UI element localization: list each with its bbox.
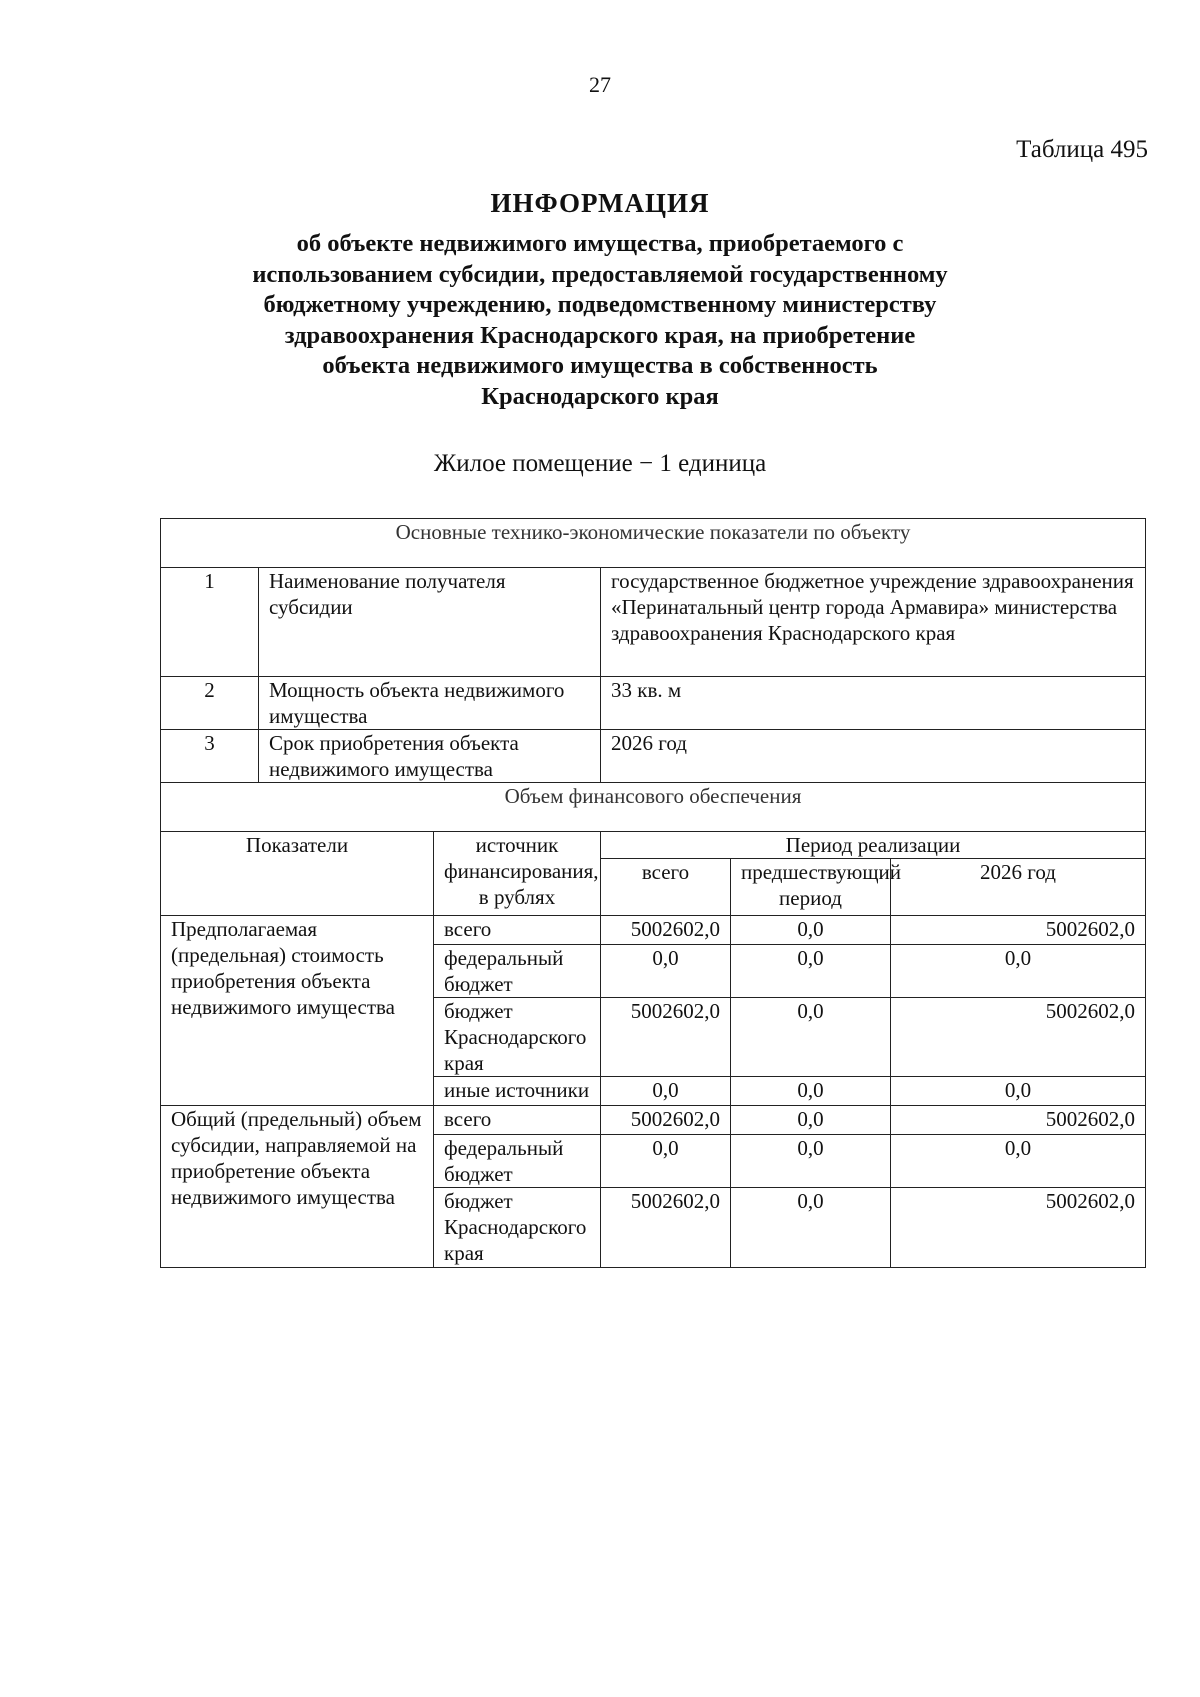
col-header-indicators: Показатели — [161, 832, 434, 916]
section-header-financing: Объем финансового обеспечения — [161, 783, 1146, 832]
page-number: 27 — [589, 72, 611, 97]
total-cell: 5002602,0 — [601, 1188, 731, 1268]
table-row — [161, 730, 1146, 783]
row-label: Срок приобретения объекта недвижимого имущества — [259, 730, 601, 783]
row-number: 3 — [161, 730, 259, 783]
section-header-row — [161, 519, 1146, 568]
row-number: 2 — [161, 677, 259, 730]
source-cell: всего — [434, 1106, 601, 1135]
previous-cell: 0,0 — [731, 1077, 891, 1106]
source-cell: бюджет Краснодарского края — [434, 1188, 601, 1268]
col-header-total: всего — [601, 859, 731, 916]
row-value: государственное бюджетное учреждение здравоохранения «Перинатальный центр города Армавира» министерства здравоохранения Краснодарского края — [601, 568, 1146, 677]
table-row — [161, 568, 1146, 677]
previous-cell: 0,0 — [731, 945, 891, 998]
col-header-previous: предшествующий период — [731, 859, 891, 916]
subtitle-line: Краснодарского края — [481, 382, 719, 410]
year-cell: 5002602,0 — [891, 1188, 1146, 1268]
source-cell: всего — [434, 916, 601, 945]
table-row — [161, 916, 1146, 945]
row-label: Мощность объекта недвижимого имущества — [259, 677, 601, 730]
column-header-row — [161, 832, 1146, 859]
row-label: Наименование получателя субсидии — [259, 568, 601, 677]
year-cell: 5002602,0 — [891, 1106, 1146, 1135]
year-cell: 5002602,0 — [891, 998, 1146, 1077]
group-label: Предполагаемая (предельная) стоимость приобретения объекта недвижимого имущества — [161, 916, 434, 1106]
section-header-indicators: Основные технико-экономические показатели по объекту — [161, 519, 1146, 568]
total-cell: 0,0 — [601, 1077, 731, 1106]
total-cell: 5002602,0 — [601, 916, 731, 945]
table-row — [161, 677, 1146, 730]
year-cell: 0,0 — [891, 1135, 1146, 1188]
subtitle-line: бюджетному учреждению, подведомственному министерству — [263, 291, 937, 318]
previous-cell: 0,0 — [731, 1135, 891, 1188]
source-cell: федеральный бюджет — [434, 945, 601, 998]
group-label: Общий (предельный) объем субсидии, направляемой на приобретение объекта недвижимого имущества — [161, 1106, 434, 1268]
table-label: Таблица 495 — [1016, 136, 1148, 163]
previous-cell: 0,0 — [731, 1106, 891, 1135]
col-header-year: 2026 год — [891, 859, 1146, 916]
total-cell: 0,0 — [601, 1135, 731, 1188]
document-subtitle — [150, 229, 1050, 412]
year-cell: 5002602,0 — [891, 916, 1146, 945]
row-value: 33 кв. м — [601, 677, 1146, 730]
subtitle-line: использованием субсидии, предоставляемой государственному — [252, 260, 948, 288]
subtitle-line: об объекте недвижимого имущества, приобретаемого с — [296, 230, 904, 257]
object-description: Жилое помещение − 1 единица — [433, 450, 767, 477]
subtitle-line: здравоохранения Краснодарского края, на приобретение — [284, 321, 916, 349]
year-cell: 0,0 — [891, 945, 1146, 998]
previous-cell: 0,0 — [731, 916, 891, 945]
source-cell: иные источники — [434, 1077, 601, 1106]
col-header-source: источник финансирования, в рублях — [434, 832, 601, 916]
year-cell: 0,0 — [891, 1077, 1146, 1106]
source-cell: федеральный бюджет — [434, 1135, 601, 1188]
source-cell: бюджет Краснодарского края — [434, 998, 601, 1077]
col-header-period: Период реализации — [601, 832, 1146, 859]
section-header-row — [161, 783, 1146, 832]
subtitle-line: объекта недвижимого имущества в собственность — [322, 352, 878, 379]
total-cell: 5002602,0 — [601, 1106, 731, 1135]
previous-cell: 0,0 — [731, 1188, 891, 1268]
table-row — [161, 1106, 1146, 1135]
previous-cell: 0,0 — [731, 998, 891, 1077]
total-cell: 5002602,0 — [601, 998, 731, 1077]
row-value: 2026 год — [601, 730, 1146, 783]
total-cell: 0,0 — [601, 945, 731, 998]
row-number: 1 — [161, 568, 259, 677]
info-table — [160, 518, 1146, 1268]
document-title: ИНФОРМАЦИЯ — [490, 188, 710, 218]
